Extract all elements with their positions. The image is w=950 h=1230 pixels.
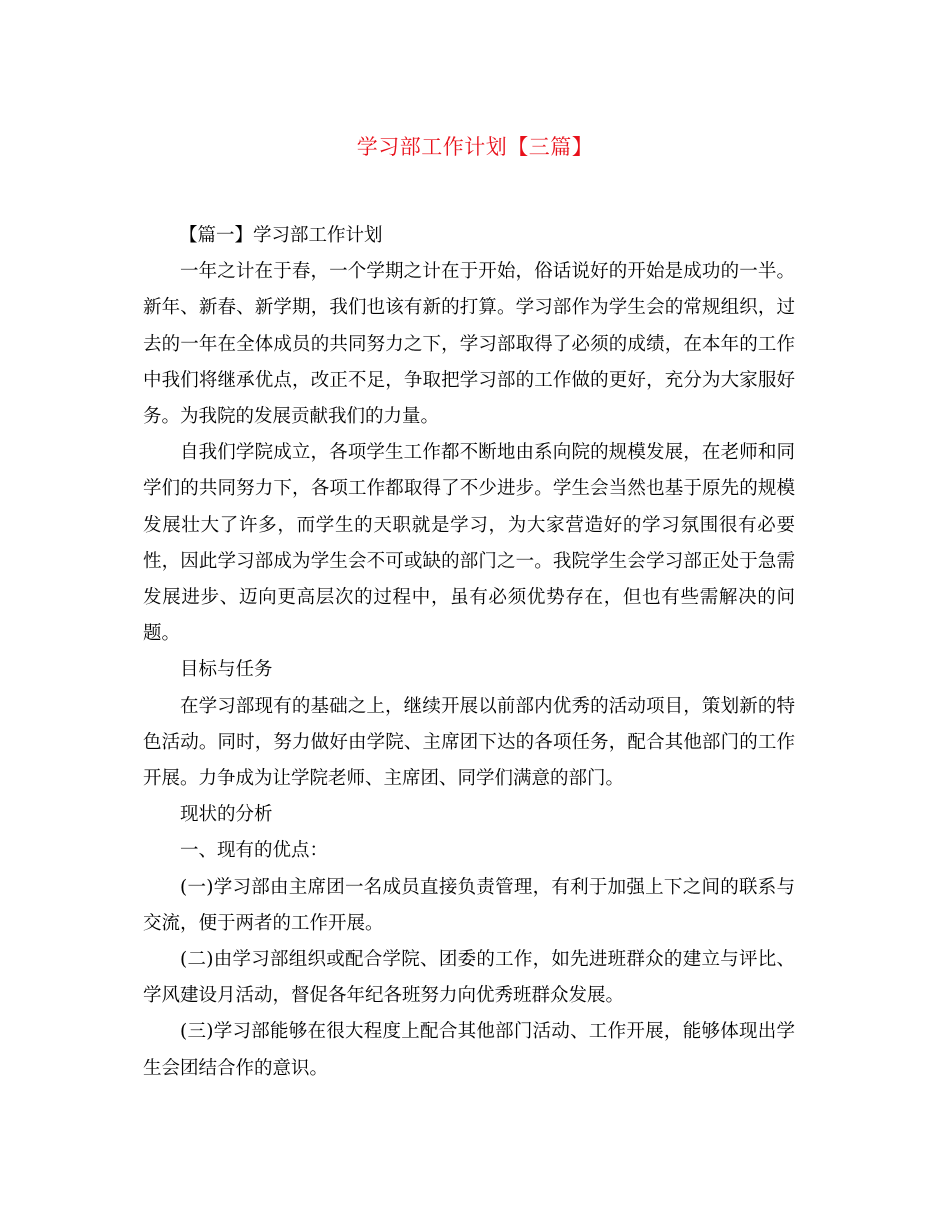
subheading-strengths: 一、现有的优点：	[180, 840, 329, 862]
document-title: 学习部工作计划【三篇】	[356, 135, 594, 159]
paragraph-strength-2: (二)由学习部组织或配合学院、团委的工作，如先进班群众的建立与评比、学风建设月活动，督促各年纪各班努力向优秀班群众发展。	[143, 949, 795, 1007]
paragraph-strength-1: (一)学习部由主席团一名成员直接负责管理，有利于加强上下之间的联系与交流，便于两者的工作开展。	[143, 876, 795, 934]
document-body	[143, 218, 795, 1087]
paragraph-strength-3: (三)学习部能够在很大程度上配合其他部门活动、工作开展，能够体现出学生会团结合作的意识。	[143, 1021, 795, 1079]
paragraph-intro: 一年之计在于春，一个学期之计在于开始，俗话说好的开始是成功的一半。新年、新春、新学期，我们也该有新的打算。学习部作为学生会的常规组织，过去的一年在全体成员的共同努力之下，学习部取得了必须的成绩，在本年的工作中我们将继承优点，改正不足，争取把学习部的工作做的更好，充分为大家服好务。为我院的发展贡献我们的力量。	[143, 261, 795, 428]
paragraph-goals: 在学习部现有的基础之上，继续开展以前部内优秀的活动项目，策划新的特色活动。同时，努力做好由学院、主席团下达的各项任务，配合其他部门的工作开展。力争成为让学院老师、主席团、同学们满意的部门。	[143, 695, 795, 790]
section-heading: 【篇一】学习部工作计划	[179, 225, 383, 246]
subheading-analysis: 现状的分析	[180, 804, 273, 826]
subheading-goals: 目标与任务	[180, 659, 273, 681]
paragraph-background: 自我们学院成立，各项学生工作都不断地由系向院的规模发展，在老师和同学们的共同努力下，各项工作都取得了不少进步。学生会当然也基于原先的规模发展壮大了许多，而学生的天职就是学习，为大家营造好的学习氛围很有必要性，因此学习部成为学生会不可或缺的部门之一。我院学生会学习部正处于急需发展进步、迈向更高层次的过程中，虽有必须优势存在，但也有些需解决的问题。	[143, 442, 795, 645]
